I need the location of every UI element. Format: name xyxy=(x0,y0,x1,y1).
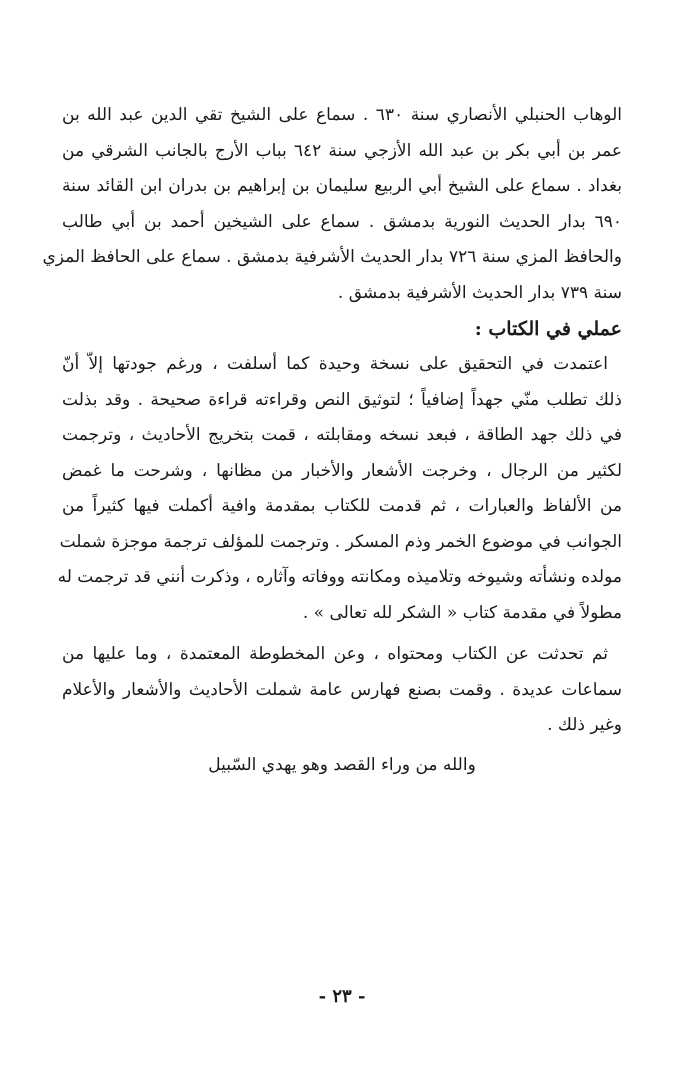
section-heading: عملي في الكتاب : xyxy=(474,318,622,340)
text-line: سنة ٧٣٩ بدار الحديث الأشرفية بدمشق . xyxy=(337,282,622,303)
paragraph-contents xyxy=(62,637,622,744)
text-line: في ذلك جهد الطاقة ، فبعد نسخه ومقابلته ، قمت بتخريج الأحاديث ، وترجمت xyxy=(62,425,623,445)
text-line: الوهاب الحنبلي الأنصاري سنة ٦٣٠ . سماع على الشيخ تقي الدين عبد الله بن xyxy=(62,105,622,125)
text-line: من الألفاظ والعبارات ، ثم قدمت للكتاب بمقدمة وافية أكملت فيها كثيراً من xyxy=(62,496,622,516)
text-line: ثم تحدثت عن الكتاب ومحتواه ، وعن المخطوطة المعتمدة ، وما عليها من xyxy=(62,644,608,664)
paragraph-samaat xyxy=(42,98,623,311)
text-line: مطولاً في مقدمة كتاب « الشكر لله تعالى » . xyxy=(302,602,622,623)
text-line: مولده ونشأته وشيوخه وتلاميذه ومكانته ووفاته وآثاره ، وذكرت أنني قد ترجمت له xyxy=(57,567,622,587)
closing-line: والله من وراء القصد وهو يهدي السّبيل xyxy=(208,754,476,775)
text-line: وغير ذلك . xyxy=(547,715,622,735)
text-line: بغداد . سماع على الشيخ أبي الربيع سليمان بن إبراهيم بن بدران ابن القائد سنة xyxy=(62,176,622,196)
text-line: اعتمدت في التحقيق على نسخة وحيدة كما أسلفت ، ورغم جودتها إلاّ أنّ xyxy=(62,354,608,374)
text-line: والحافظ المزي سنة ٧٢٦ بدار الحديث الأشرفية بدمشق . سماع على الحافظ المزي xyxy=(42,247,622,267)
text-line: عمر بن أبي بكر بن عبد الله الأزجي سنة ٦٤٢ بباب الأرج بالجانب الشرقي من xyxy=(62,140,623,161)
text-line: ذلك تطلب منّي جهداً إضافياً ؛ لتوثيق النص وقراءته قراءة صحيحة . وقد بذلت xyxy=(62,389,622,410)
page-number: - ٢٣ - xyxy=(318,986,366,1007)
text-line: ٦٩٠ بدار الحديث النورية بدمشق . سماع على الشيخين أحمد بن أبي طالب xyxy=(62,211,622,232)
text-line: لكثير من الرجال ، وخرجت الأشعار والأخبار من مظانها ، وشرحت ما غمض xyxy=(62,460,622,481)
paragraph-work xyxy=(57,347,623,631)
text-line: الجوانب في موضوع الخمر وذم المسكر . وترجمت للمؤلف ترجمة موجزة شملت xyxy=(59,531,622,552)
body-text xyxy=(42,98,623,783)
text-line: سماعات عديدة . وقمت بصنع فهارس عامة شملت الأحاديث والأشعار والأعلام xyxy=(62,679,622,700)
